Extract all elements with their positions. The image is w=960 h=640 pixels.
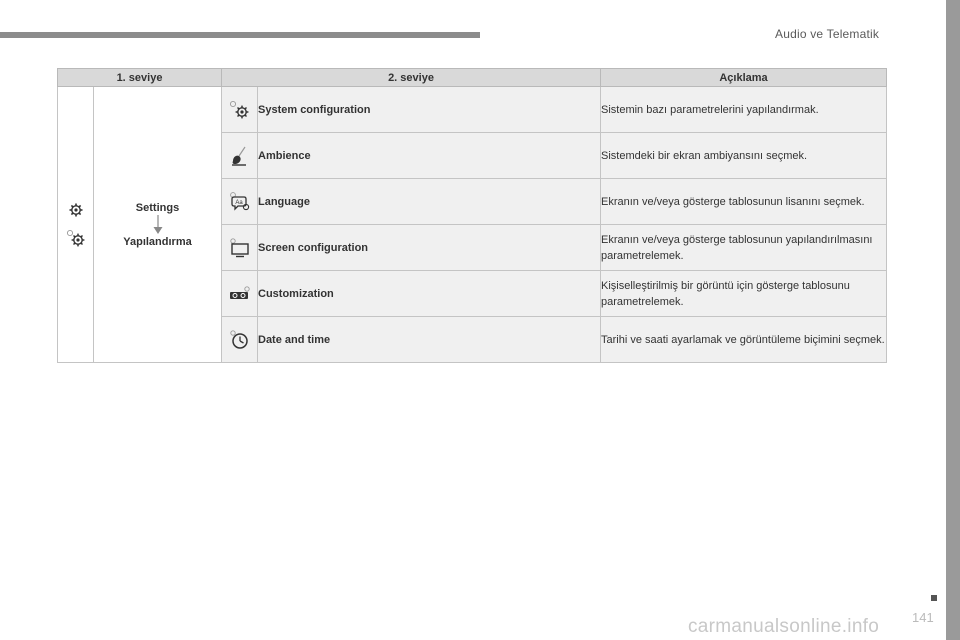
header-level2: 2. seviye (222, 69, 601, 87)
row-description: Sistemdeki bir ekran ambiyansını seçmek. (601, 133, 887, 179)
page-number: 141 (912, 610, 934, 625)
level1-label-yapilandirma: Yapılandırma (123, 235, 192, 248)
level1-label-cell (94, 87, 222, 363)
customization-cluster-icon (222, 286, 257, 302)
row-description: Kişiselleştirilmiş bir görüntü için gösterge tablosunu parametrelemek. (601, 271, 887, 317)
header-rule (0, 32, 480, 38)
row-name: System configuration (258, 87, 601, 133)
table-header-row (58, 69, 887, 87)
level1-icon-cell (58, 87, 94, 363)
row-description: Tarihi ve saati ayarlamak ve görüntüleme biçimini seçmek. (601, 317, 887, 363)
header-level1: 1. seviye (58, 69, 222, 87)
row-icon-cell (222, 317, 258, 363)
arrow-down-icon (94, 215, 221, 235)
watermark: carmanualsonline.info (688, 616, 880, 637)
settings-menu-table (57, 68, 887, 363)
settings-gear-icon (69, 203, 83, 217)
screen-monitor-icon (222, 238, 257, 258)
row-icon-cell (222, 133, 258, 179)
row-icon-cell (222, 87, 258, 133)
row-name: Date and time (258, 317, 601, 363)
row-name: Screen configuration (258, 225, 601, 271)
row-name: Ambience (258, 133, 601, 179)
row-name: Customization (258, 271, 601, 317)
row-description: Sistemin bazı parametrelerini yapılandırmak. (601, 87, 887, 133)
row-icon-cell (222, 271, 258, 317)
ambience-paint-brush-icon (222, 145, 257, 167)
system-config-gear-icon (222, 100, 257, 120)
row-description: Ekranın ve/veya gösterge tablosunun lisanını seçmek. (601, 179, 887, 225)
level1-label-settings: Settings (135, 201, 180, 214)
page-marker (931, 595, 937, 601)
row-icon-cell (222, 179, 258, 225)
row-name: Language (258, 179, 601, 225)
side-tab-bar (946, 0, 960, 640)
section-title: Audio ve Telematik (775, 27, 880, 41)
header-description: Açıklama (601, 69, 887, 87)
table-row (58, 87, 887, 133)
settings-gear-sub-icon (66, 229, 86, 247)
row-icon-cell (222, 225, 258, 271)
svg-text:Aa: Aa (234, 199, 243, 206)
date-time-clock-icon (222, 330, 257, 350)
row-description: Ekranın ve/veya gösterge tablosunun yapılandırılmasını parametrelemek. (601, 225, 887, 271)
language-speech-bubble-icon (222, 192, 257, 212)
